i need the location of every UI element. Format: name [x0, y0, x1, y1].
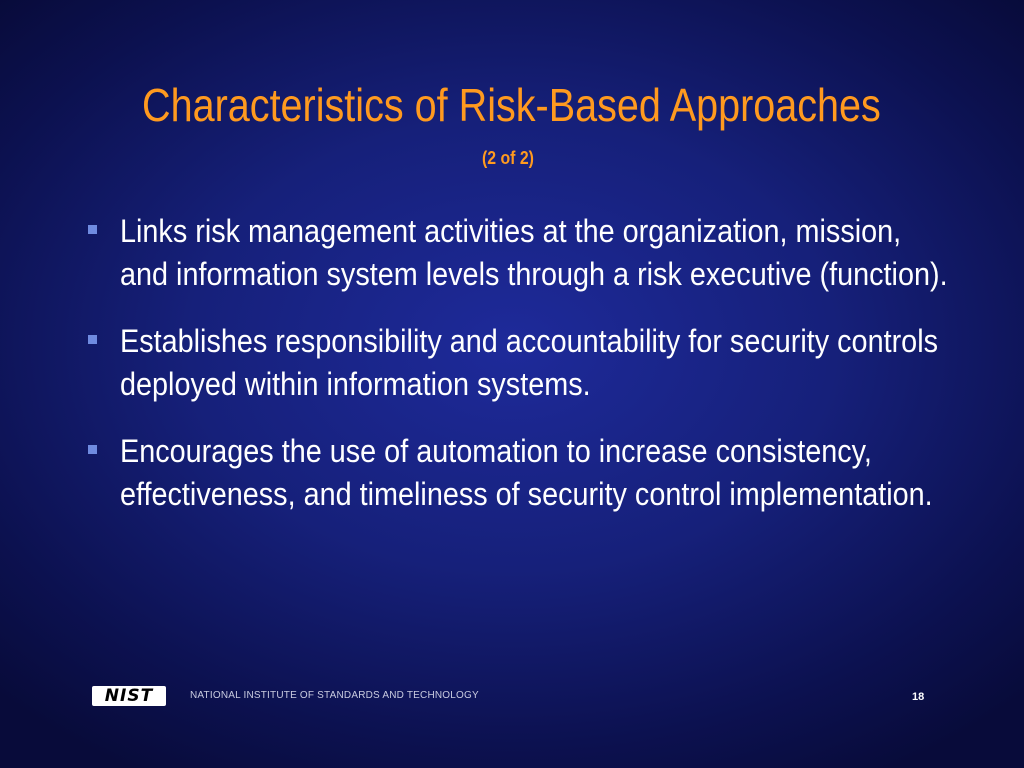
nist-logo-text: NIST — [104, 686, 154, 706]
bullet-item — [84, 210, 964, 296]
footer-organization: NATIONAL INSTITUTE OF STANDARDS AND TECHNOLOGY — [190, 690, 479, 701]
bullet-item — [84, 430, 964, 516]
bullet-text: Establishes responsibility and accountability for security controls deployed within information systems. — [120, 323, 938, 402]
nist-logo-icon — [92, 686, 166, 706]
bullet-text: Encourages the use of automation to increase consistency, effectiveness, and timeliness of security control implementation. — [120, 433, 933, 512]
page-number: 18 — [912, 691, 925, 703]
square-bullet-icon — [88, 225, 97, 234]
bullet-item — [84, 320, 964, 406]
square-bullet-icon — [88, 335, 97, 344]
slide-subtitle: (2 of 2) — [482, 148, 534, 168]
bullet-list — [84, 210, 964, 540]
square-bullet-icon — [88, 445, 97, 454]
bullet-text: Links risk management activities at the organization, mission, and information system levels through a risk executive (function). — [120, 213, 948, 292]
slide-title: Characteristics of Risk-Based Approaches — [142, 79, 881, 131]
